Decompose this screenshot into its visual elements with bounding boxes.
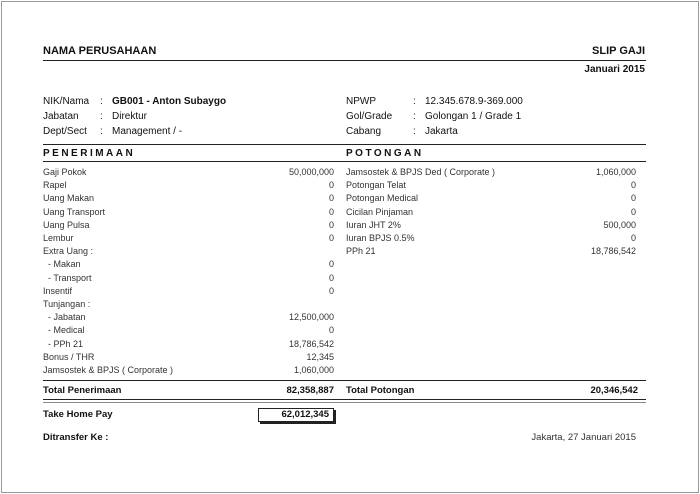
transfer-label: Ditransfer Ke : (43, 432, 109, 443)
item-value: 0 (328, 325, 334, 336)
item-value: 1,060,000 (595, 167, 636, 177)
section-title-divider (43, 161, 646, 162)
nik-label: NIK/Nama (43, 96, 90, 107)
item-label: Uang Pulsa (43, 219, 90, 230)
list-item (43, 193, 334, 206)
dept-sep: : (100, 126, 103, 137)
item-label: Insentif (43, 285, 73, 296)
item-value: 0 (328, 219, 334, 230)
total-penerimaan-label: Total Penerimaan (43, 385, 122, 396)
potongan-title: POTONGAN (346, 148, 424, 159)
list-item (43, 352, 334, 365)
item-label: - Makan (43, 259, 81, 270)
section-top-divider (43, 144, 646, 145)
item-label: Potongan Medical (346, 193, 419, 204)
list-item (346, 233, 636, 246)
item-label: Rapel (43, 180, 67, 191)
npwp-label: NPWP (346, 96, 376, 107)
gol-sep: : (413, 111, 416, 122)
gol-value: Golongan 1 / Grade 1 (425, 111, 522, 122)
list-item (43, 365, 334, 378)
list-item (43, 339, 334, 352)
list-item (346, 193, 636, 206)
company-name: NAMA PERUSAHAAN (43, 45, 157, 57)
item-label: Lembur (43, 233, 74, 243)
item-label: Cicilan Pinjaman (346, 206, 414, 217)
item-label: Extra Uang : (43, 246, 94, 257)
nik-sep: : (100, 96, 103, 107)
cabang-sep: : (413, 126, 416, 137)
item-label: - Transport (43, 272, 92, 283)
penerimaan-title: PENERIMAAN (43, 148, 136, 159)
jabatan-sep: : (100, 111, 103, 122)
list-item (43, 233, 334, 246)
item-value: 0 (630, 180, 636, 191)
item-label: Jamsostek & BPJS Ded ( Corporate ) (346, 167, 496, 177)
dept-label: Dept/Sect (43, 126, 87, 137)
cabang-label: Cabang (346, 126, 382, 137)
place-date: Jakarta, 27 Januari 2015 (531, 432, 636, 443)
totals-top-divider (43, 380, 646, 381)
total-potongan-value: 20,346,542 (590, 385, 638, 396)
list-item (43, 180, 334, 193)
item-value: 12,500,000 (288, 312, 334, 323)
item-label: PPh 21 (346, 246, 376, 257)
list-item (346, 207, 636, 220)
list-item (43, 273, 334, 286)
list-item (346, 180, 636, 193)
item-label: Iuran JHT 2% (346, 219, 401, 230)
item-value: 0 (328, 285, 334, 296)
item-value: 12,345 (306, 351, 334, 362)
item-value: 0 (630, 233, 636, 243)
item-value: 0 (328, 206, 334, 217)
item-value: 50,000,000 (288, 167, 334, 177)
list-item (43, 259, 334, 272)
item-value: 0 (328, 272, 334, 283)
item-label: Uang Transport (43, 206, 106, 217)
list-item (346, 220, 636, 233)
npwp-sep: : (413, 96, 416, 107)
thp-value-box: 62,012,345 (258, 408, 334, 422)
jabatan-label: Jabatan (43, 111, 79, 122)
totals-double-divider (43, 402, 646, 403)
list-item (346, 167, 636, 180)
totals-bottom-divider (43, 399, 646, 400)
gol-label: Gol/Grade (346, 111, 393, 122)
item-label: - PPh 21 (43, 338, 84, 349)
list-item (43, 286, 334, 299)
list-item (43, 207, 334, 220)
item-label: Uang Makan (43, 193, 95, 204)
list-item (43, 325, 334, 338)
dept-value: Management / - (112, 126, 183, 137)
item-label: Gaji Pokok (43, 167, 87, 177)
item-value: 18,786,542 (590, 246, 636, 257)
item-value: 0 (328, 180, 334, 191)
list-item (346, 246, 636, 259)
item-value: 1,060,000 (293, 365, 334, 375)
item-label: Tunjangan : (43, 299, 91, 309)
nik-value: GB001 - Anton Subaygo (112, 96, 227, 107)
npwp-value: 12.345.678.9-369.000 (425, 96, 523, 107)
doc-title: SLIP GAJI (592, 45, 645, 57)
item-label: Potongan Telat (346, 180, 406, 191)
period: Januari 2015 (584, 64, 645, 75)
list-item (43, 299, 334, 312)
total-penerimaan-value: 82,358,887 (286, 385, 334, 396)
list-item (43, 220, 334, 233)
item-label: Jamsostek & BPJS ( Corporate ) (43, 365, 174, 375)
header-divider (43, 60, 646, 61)
list-item (43, 312, 334, 325)
thp-label: Take Home Pay (43, 409, 113, 420)
cabang-value: Jakarta (425, 126, 458, 137)
total-potongan-label: Total Potongan (346, 385, 415, 396)
item-value: 0 (630, 193, 636, 204)
item-label: Iuran BPJS 0.5% (346, 233, 415, 243)
item-label: - Jabatan (43, 312, 86, 323)
item-value: 0 (328, 233, 334, 243)
item-label: Bonus / THR (43, 351, 95, 362)
item-value: 0 (328, 259, 334, 270)
list-item (43, 167, 334, 180)
list-item (43, 246, 334, 259)
item-label: - Medical (43, 325, 85, 336)
item-value: 18,786,542 (288, 338, 334, 349)
item-value: 0 (328, 193, 334, 204)
item-value: 500,000 (603, 219, 636, 230)
item-value: 0 (630, 206, 636, 217)
jabatan-value: Direktur (112, 111, 148, 122)
